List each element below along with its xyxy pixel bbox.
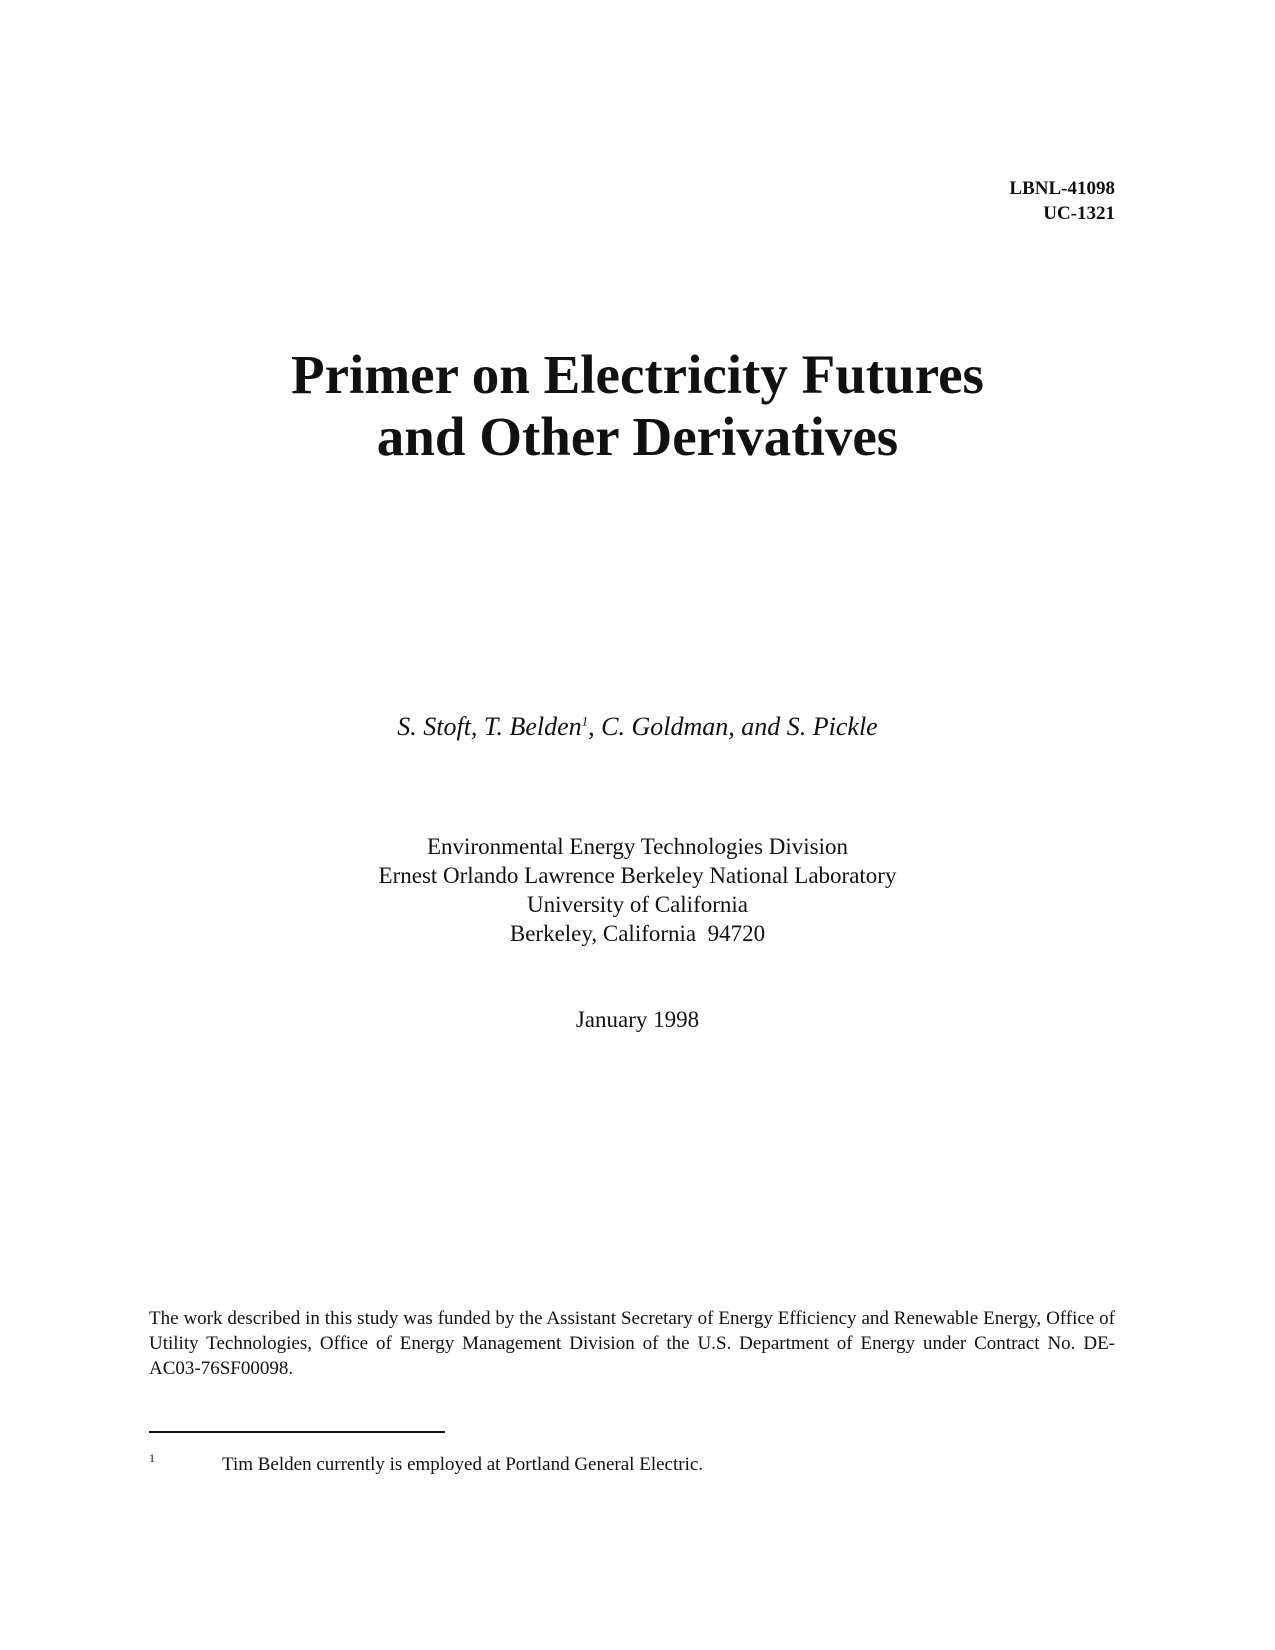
document-title: [0, 344, 1275, 468]
affiliation-university: University of California: [526, 892, 748, 917]
authors-text-2: , C. Goldman, and S. Pickle: [588, 712, 878, 741]
authors-text-1: S. Stoft, T. Belden: [397, 712, 582, 741]
footnote-divider: [149, 1431, 445, 1433]
author-footnote-ref: 1: [581, 713, 589, 729]
title-line-1: Primer on Electricity Futures: [291, 344, 984, 405]
footnote-text: Tim Belden currently is employed at Portland General Electric.: [222, 1454, 704, 1475]
publication-date: January 1998: [575, 1007, 700, 1032]
footnote-marker: 1: [149, 1451, 155, 1465]
affiliation-lab: Ernest Orlando Lawrence Berkeley National Laboratory: [378, 863, 897, 888]
report-number: LBNL-41098: [1009, 178, 1115, 199]
uc-number: UC-1321: [1043, 203, 1115, 224]
affiliation-block: [0, 832, 1275, 948]
author-list: [0, 712, 1275, 742]
affiliation-division: Environmental Energy Technologies Division: [426, 834, 849, 859]
report-identifiers: [1009, 176, 1115, 226]
funding-statement: The work described in this study was funded by the Assistant Secretary of Energy Efficiency and Renewable Energy, Office of Utility Technologies, Office of Energy Management Division of the U.S. Department of Energy under Contract No. DE-AC03-76SF00098.: [149, 1308, 1115, 1379]
affiliation-address: Berkeley, California 94720: [509, 921, 766, 946]
title-line-2: and Other Derivatives: [376, 406, 899, 467]
